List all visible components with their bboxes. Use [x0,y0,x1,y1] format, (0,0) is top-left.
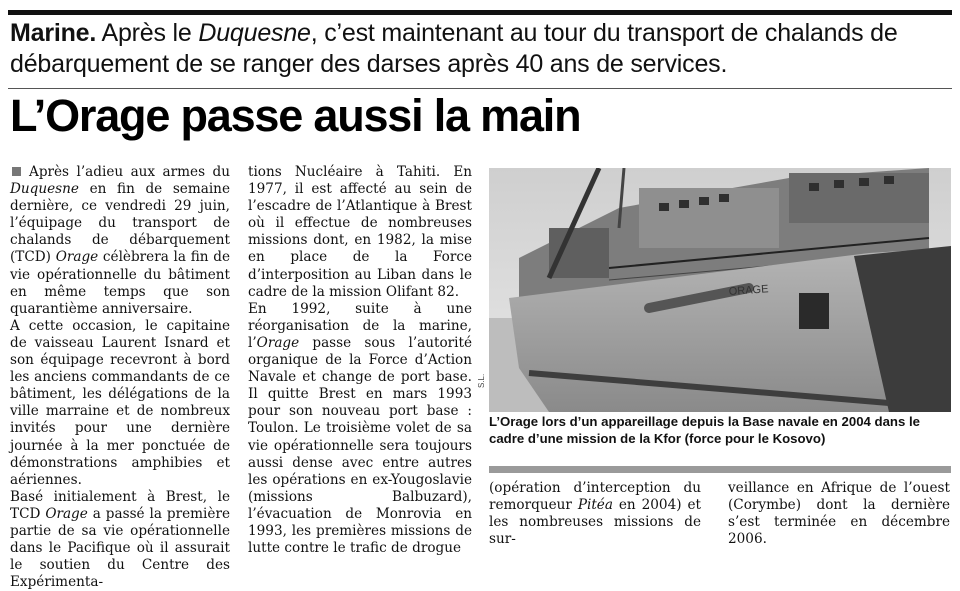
paragraph: Basé initialement à Brest, le TCD Orage a passé la première partie de sa vie opérationnelle dans le Pacifique où il assurait le soutien du Centre des Expérimenta- [10,488,230,591]
bullet-square-icon [12,167,21,176]
strap-ship-name: Duquesne [198,19,311,47]
article-column-3 [489,480,701,548]
photo-credit: S.L. [477,373,486,388]
caption-separator [489,466,951,473]
article-column-1 [10,164,230,591]
strap-kicker: Marine. [10,19,97,47]
article-column-4 [728,480,950,548]
paragraph: (opération d’interception du remorqueur Pitéa en 2004) et les nombreuses missions de sur- [489,480,701,548]
paragraph: Après l’adieu aux armes du Duquesne en fin de semaine dernière, ce vendredi 29 juin, l’équipage du transport de chalands de débarquement (TCD) Orage célèbrera la fin de vie opérationnelle du bâtiment en même temps que son quarantième anniversaire. [10,164,231,317]
strapline [10,18,940,80]
photo-caption: L’Orage lors d’un appareillage depuis la Base navale en 2004 dans le cadre d’une mission de la Kfor (force pour le Kosovo) [489,414,920,446]
paragraph: En 1992, suite à une réorganisation de la marine, l’Orage passe sous l’autorité organique de la Force d’Action Navale et change de port base. Il quitte Brest en mars 1993 pour son nouveau port base : Toulon. Le troisième volet de sa vie opérationnelle sera toujours aussi dense avec entre autres les opérations en ex-Yougoslavie (missions Balbuzard), l’évacuation de Monrovia en 1993, les premières missions de lutte contre le trafic de drogue [248,300,472,557]
ship-illustration [489,168,951,412]
hull-name: ORAGE [728,283,769,298]
paragraph: tions Nucléaire à Tahiti. En 1977, il est affecté au sein de l’escadre de l’Atlantique à Brest où il effectue de nombreuses missions dont, en 1982, la mise en place de la Force d’interposition au Liban dans le cadre de la mission Olifant 82. [248,164,472,300]
headline: L’Orage passe aussi la main [10,90,581,141]
paragraph: A cette occasion, le capitaine de vaisseau Laurent Isnard et son équipage recevront à bord les anciens commandants de ce bâtiment, les délégations de la ville marraine et de nombreux invités pour une dernière journée à la mer ponctuée de démonstrations amphibies et aériennes. [10,317,230,488]
top-rule [8,10,952,15]
strap-text-a: Après le [96,19,199,47]
paragraph: veillance en Afrique de l’ouest (Corymbe) dont la dernière s’est terminée en décembre 2006. [728,480,950,548]
article-column-2 [248,164,472,557]
strap-text-b: , c’est maintenant au tour du transport de chalands de débarquement de se ranger des darses après 40 ans de services. [10,19,898,78]
ship-photo [489,168,951,412]
